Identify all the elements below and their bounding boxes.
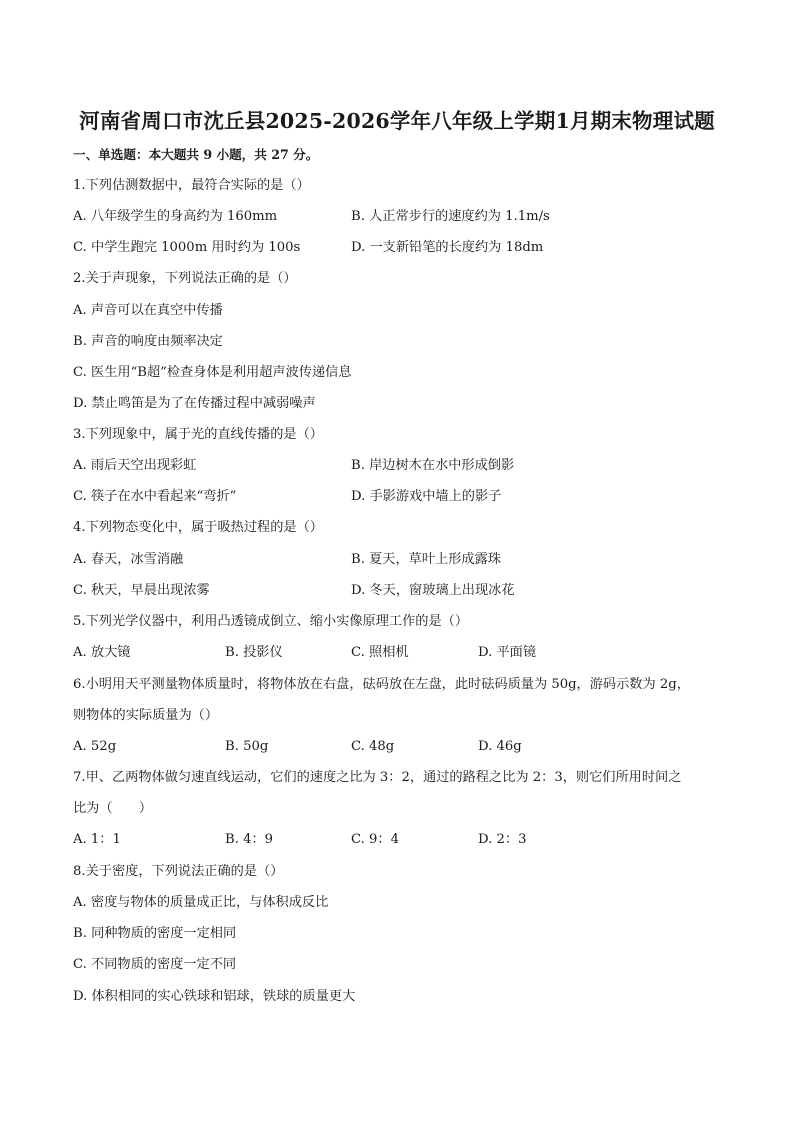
question-3-option-d[interactable]: D. 手影游戏中墙上的影子 <box>351 489 502 504</box>
question-2-option-a[interactable]: A. 声音可以在真空中传播 <box>73 303 223 318</box>
question-3-option-a[interactable]: A. 雨后天空出现彩虹 <box>73 458 197 473</box>
question-2-stem: 2.关于声现象，下列说法正确的是（） <box>73 271 297 286</box>
question-1-option-c[interactable]: C. 中学生跑完 1000m 用时约为 100s <box>73 240 301 255</box>
question-4-option-a[interactable]: A. 春天，冰雪消融 <box>73 552 184 567</box>
question-1-option-a[interactable]: A. 八年级学生的身高约为 160mm <box>73 209 278 224</box>
question-7-option-a[interactable]: A. 1：1 <box>73 832 121 847</box>
question-4-option-d[interactable]: D. 冬天，窗玻璃上出现冰花 <box>351 583 515 598</box>
question-8-option-d[interactable]: D. 体积相同的实心铁球和铝球，铁球的质量更大 <box>73 989 356 1004</box>
question-5-option-d[interactable]: D. 平面镜 <box>478 645 537 660</box>
question-4-option-c[interactable]: C. 秋天，早晨出现浓雾 <box>73 583 210 598</box>
question-3-option-b[interactable]: B. 岸边树木在水中形成倒影 <box>351 458 515 473</box>
question-6-option-d[interactable]: D. 46g <box>478 739 522 754</box>
question-8-stem: 8.关于密度，下列说法正确的是（） <box>73 864 284 879</box>
question-5-option-b[interactable]: B. 投影仪 <box>225 645 283 660</box>
question-6-option-b[interactable]: B. 50g <box>225 739 269 754</box>
question-6-option-c[interactable]: C. 48g <box>351 739 395 754</box>
question-4-option-b[interactable]: B. 夏天，草叶上形成露珠 <box>351 552 501 567</box>
question-6-stem-line-2: 则物体的实际质量为（） <box>73 708 219 723</box>
question-1-option-d[interactable]: D. 一支新铅笔的长度约为 18dm <box>351 240 544 255</box>
question-2-option-c[interactable]: C. 医生用“B超”检查身体是利用超声波传递信息 <box>73 365 352 380</box>
question-2-option-d[interactable]: D. 禁止鸣笛是为了在传播过程中减弱噪声 <box>73 396 316 411</box>
question-7-option-c[interactable]: C. 9：4 <box>351 832 399 847</box>
question-6-option-a[interactable]: A. 52g <box>73 739 117 754</box>
question-3-option-c[interactable]: C. 筷子在水中看起来“弯折” <box>73 489 237 504</box>
question-7-option-d[interactable]: D. 2：3 <box>478 832 527 847</box>
question-1-stem: 1.下列估测数据中，最符合实际的是（） <box>73 178 310 193</box>
question-8-option-c[interactable]: C. 不同物质的密度一定不同 <box>73 957 237 972</box>
question-7-option-b[interactable]: B. 4：9 <box>225 832 274 847</box>
section-heading: 一、单选题：本大题共 9 小题，共 27 分。 <box>73 147 319 162</box>
question-7-stem-line-1: 7.甲、乙两物体做匀速直线运动，它们的速度之比为 3：2，通过的路程之比为 2：3，则它们所用时间之 <box>73 770 682 785</box>
question-5-option-a[interactable]: A. 放大镜 <box>73 645 131 660</box>
page-title: 河南省周口市沈丘县2025-2026学年八年级上学期1月期末物理试题 <box>79 109 715 133</box>
question-3-stem: 3.下列现象中，属于光的直线传播的是（） <box>73 427 323 442</box>
question-2-option-b[interactable]: B. 声音的响度由频率决定 <box>73 334 223 349</box>
question-8-option-b[interactable]: B. 同种物质的密度一定相同 <box>73 926 237 941</box>
question-4-stem: 4.下列物态变化中，属于吸热过程的是（） <box>73 520 323 535</box>
question-5-option-c[interactable]: C. 照相机 <box>351 645 409 660</box>
question-5-stem: 5.下列光学仪器中，利用凸透镜成倒立、缩小实像原理工作的是（） <box>73 614 469 629</box>
question-1-option-b[interactable]: B. 人正常步行的速度约为 1.1m/s <box>351 209 550 224</box>
question-8-option-a[interactable]: A. 密度与物体的质量成正比，与体积成反比 <box>73 895 329 910</box>
question-7-stem-line-2: 比为（ ） <box>73 801 153 816</box>
question-6-stem-line-1: 6.小明用天平测量物体质量时，将物体放在右盘，砝码放在左盘，此时砝码质量为 50g，游码示数为 2g， <box>73 677 690 692</box>
